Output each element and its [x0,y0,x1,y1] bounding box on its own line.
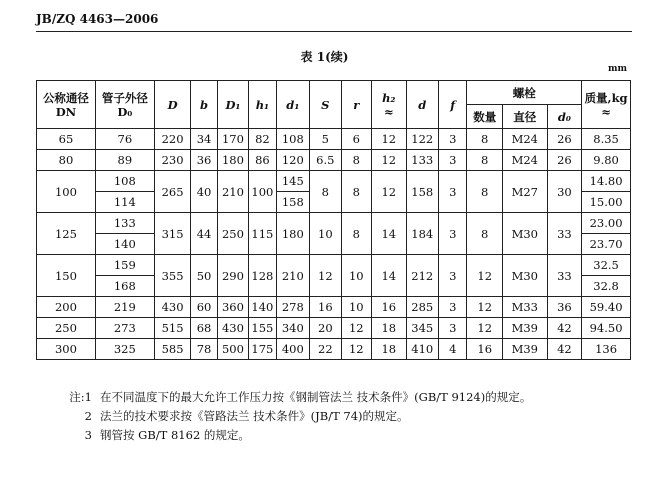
cell-h2: 12 [372,150,407,171]
cell-f: 4 [439,339,467,360]
cell-mass: 8.35 [582,129,631,150]
table-title: 表 1(续) [300,50,349,64]
cell-d0: 30 [547,171,582,213]
cell-mass: 9.80 [582,150,631,171]
table-row [37,318,631,339]
cell-S: 12 [310,255,341,297]
cell-S: 5 [310,129,341,150]
cell-d1: 108 [276,129,310,150]
cell-S: 8 [310,171,341,213]
cell-h2: 12 [372,129,407,150]
table-body [37,129,631,360]
cell-pipe-od: 159 [95,255,154,276]
cell-d: 158 [406,171,438,213]
cell-d: 212 [406,255,438,297]
cell-d: 410 [406,339,438,360]
cell-d1: 145 [276,171,310,192]
cell-mass: 136 [582,339,631,360]
cell-h2: 14 [372,213,407,255]
cell-S: 20 [310,318,341,339]
cell-h1: 128 [249,255,276,297]
cell-count: 8 [467,171,503,213]
cell-h1: 140 [249,297,276,318]
cell-r: 8 [341,150,371,171]
cell-b: 44 [191,213,217,255]
cell-mass: 32.5 [582,255,631,276]
cell-b: 50 [191,255,217,297]
note-text: 在不同温度下的最大允许工作压力按《钢制管法兰 技术条件》(GB/T 9124)的规定。 [100,390,532,404]
cell-dia: M39 [502,318,547,339]
cell-h1: 115 [249,213,276,255]
header-h2: h₂ ≈ [372,81,407,129]
header-bolt: 螺栓 [467,81,582,105]
cell-S: 10 [310,213,341,255]
cell-d1: 120 [276,150,310,171]
cell-dn: 200 [37,297,96,318]
note-item [66,388,531,407]
cell-dn: 80 [37,150,96,171]
cell-dn: 150 [37,255,96,297]
cell-D: 430 [154,297,191,318]
cell-dia: M33 [502,297,547,318]
cell-dia: M27 [502,171,547,213]
cell-D1: 180 [217,150,248,171]
flange-dimension-table [36,80,631,360]
cell-d0: 33 [547,213,582,255]
cell-r: 8 [341,213,371,255]
header-bolt-diameter: 直径 [502,105,547,129]
cell-pipe-od: 140 [95,234,154,255]
cell-d0: 26 [547,129,582,150]
cell-d1: 340 [276,318,310,339]
cell-pipe-od: 76 [95,129,154,150]
note-item [66,407,531,426]
cell-b: 68 [191,318,217,339]
cell-dia: M24 [502,150,547,171]
cell-d0: 42 [547,318,582,339]
cell-mass: 23.70 [582,234,631,255]
cell-d: 184 [406,213,438,255]
standard-number: JB/ZQ 4463—2006 [36,12,159,26]
cell-b: 36 [191,150,217,171]
notes [66,388,531,445]
cell-h1: 82 [249,129,276,150]
cell-h2: 14 [372,255,407,297]
cell-f: 3 [439,213,467,255]
cell-count: 16 [467,339,503,360]
table-row [37,213,631,234]
cell-D1: 210 [217,171,248,213]
table-row [37,339,631,360]
cell-D1: 430 [217,318,248,339]
cell-d1: 210 [276,255,310,297]
cell-S: 22 [310,339,341,360]
cell-pipe-od: 89 [95,150,154,171]
cell-D: 220 [154,129,191,150]
cell-f: 3 [439,255,467,297]
header-bolt-hole: d₀ [547,105,582,129]
header-pipe-od: 管子外径 D₀ [95,81,154,129]
cell-S: 6.5 [310,150,341,171]
cell-dn: 300 [37,339,96,360]
unit-label: mm [607,64,627,74]
cell-pipe-od: 133 [95,213,154,234]
cell-mass: 94.50 [582,318,631,339]
header-D1: D₁ [217,81,248,129]
cell-pipe-od: 273 [95,318,154,339]
cell-mass: 23.00 [582,213,631,234]
header-d1: d₁ [276,81,310,129]
cell-d0: 36 [547,297,582,318]
cell-d: 285 [406,297,438,318]
note-index: 3 [84,428,92,442]
table-row [37,297,631,318]
cell-pipe-od: 168 [95,276,154,297]
cell-b: 78 [191,339,217,360]
cell-D: 515 [154,318,191,339]
cell-r: 12 [341,339,371,360]
cell-D1: 250 [217,213,248,255]
cell-h2: 16 [372,297,407,318]
header-f: f [439,81,467,129]
cell-dia: M24 [502,129,547,150]
cell-D1: 500 [217,339,248,360]
header-r: r [341,81,371,129]
cell-D: 265 [154,171,191,213]
cell-dn: 250 [37,318,96,339]
cell-h1: 175 [249,339,276,360]
cell-d: 345 [406,318,438,339]
cell-h1: 86 [249,150,276,171]
cell-d1: 278 [276,297,310,318]
cell-count: 12 [467,297,503,318]
cell-pipe-od: 219 [95,297,154,318]
cell-h1: 155 [249,318,276,339]
cell-dn: 65 [37,129,96,150]
cell-d1: 400 [276,339,310,360]
cell-dia: M30 [502,213,547,255]
cell-f: 3 [439,171,467,213]
cell-d0: 26 [547,150,582,171]
cell-D: 315 [154,213,191,255]
table-row [37,171,631,192]
cell-r: 10 [341,255,371,297]
cell-pipe-od: 325 [95,339,154,360]
table-row [37,150,631,171]
cell-f: 3 [439,129,467,150]
cell-d: 122 [406,129,438,150]
cell-dn: 100 [37,171,96,213]
cell-count: 12 [467,255,503,297]
header-mass: 质量,kg ≈ [582,81,631,129]
cell-r: 10 [341,297,371,318]
cell-mass: 15.00 [582,192,631,213]
cell-b: 60 [191,297,217,318]
header-h1: h₁ [249,81,276,129]
cell-r: 12 [341,318,371,339]
note-index: 2 [84,409,92,423]
cell-d1: 158 [276,192,310,213]
table-row [37,129,631,150]
cell-mass: 59.40 [582,297,631,318]
cell-d: 133 [406,150,438,171]
cell-h2: 12 [372,171,407,213]
cell-pipe-od: 108 [95,171,154,192]
cell-b: 34 [191,129,217,150]
cell-D: 230 [154,150,191,171]
cell-D1: 290 [217,255,248,297]
note-text: 法兰的技术要求按《管路法兰 技术条件》(JB/T 74)的规定。 [100,409,409,423]
cell-d0: 33 [547,255,582,297]
header-b: b [191,81,217,129]
header-dn: 公称通径 DN [37,81,96,129]
header-bolt-count: 数量 [467,105,503,129]
note-index: 注:1 [69,390,92,404]
cell-dia: M30 [502,255,547,297]
cell-f: 3 [439,297,467,318]
cell-dn: 125 [37,213,96,255]
cell-d1: 180 [276,213,310,255]
cell-count: 8 [467,129,503,150]
cell-f: 3 [439,318,467,339]
header-S: S [310,81,341,129]
cell-mass: 32.8 [582,276,631,297]
cell-count: 12 [467,318,503,339]
cell-r: 6 [341,129,371,150]
cell-h2: 18 [372,339,407,360]
cell-d0: 42 [547,339,582,360]
cell-D: 585 [154,339,191,360]
cell-D: 355 [154,255,191,297]
table-row [37,255,631,276]
cell-count: 8 [467,213,503,255]
cell-mass: 14.80 [582,171,631,192]
cell-f: 3 [439,150,467,171]
cell-h2: 18 [372,318,407,339]
cell-b: 40 [191,171,217,213]
note-text: 钢管按 GB/T 8162 的规定。 [100,428,250,442]
cell-pipe-od: 114 [95,192,154,213]
header-D: D [154,81,191,129]
header-rule [36,31,632,32]
cell-count: 8 [467,150,503,171]
header-d: d [406,81,438,129]
note-item [66,426,531,445]
cell-D1: 170 [217,129,248,150]
cell-dia: M39 [502,339,547,360]
cell-h1: 100 [249,171,276,213]
cell-D1: 360 [217,297,248,318]
cell-S: 16 [310,297,341,318]
cell-r: 8 [341,171,371,213]
